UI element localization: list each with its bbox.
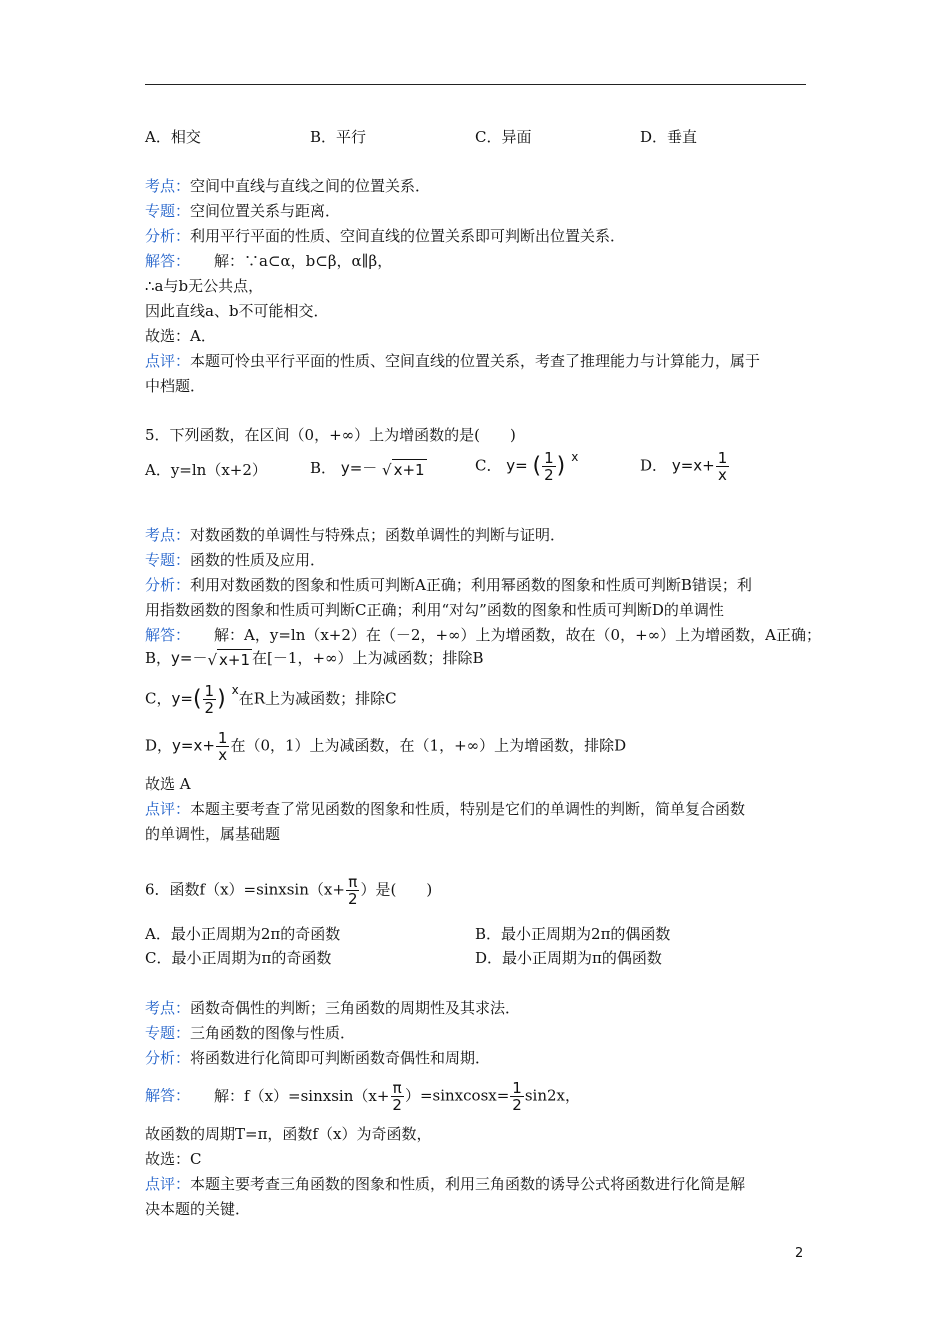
- numerator: 1: [717, 449, 728, 467]
- case-text: 在[－1，+∞）上为减函数；排除B: [252, 649, 484, 667]
- q5-fenxi: [145, 575, 752, 595]
- case-text: 在R上为减函数；排除C: [238, 689, 397, 708]
- kaodian-label: 考点：: [145, 526, 191, 544]
- option-label: D．: [640, 456, 668, 475]
- q4-line3: 因此直线a、b不可能相交．: [145, 302, 329, 320]
- close-paren: ): [556, 453, 566, 479]
- kaodian-text: 对数函数的单调性与特殊点；函数单调性的判断与证明．: [190, 526, 566, 544]
- page-number: 2: [795, 1246, 804, 1261]
- q6-option-d: D．最小正周期为π的偶函数: [475, 949, 662, 967]
- numerator: π: [392, 1079, 402, 1097]
- q6-dianping-cont: 决本题的关键．: [145, 1200, 251, 1218]
- fraction: [542, 450, 556, 483]
- q4-line2: ∴a与b无公共点，: [145, 277, 264, 295]
- q5-fenxi-cont: 用指数函数的图象和性质可判断C正确；利用“对勾”函数的图象和性质可判断D的单调性: [145, 601, 724, 619]
- q6-line2: 故函数的周期T=π，函数f（x）为奇函数，: [145, 1125, 432, 1143]
- denominator: 2: [544, 466, 554, 484]
- fenxi-text: 将函数进行化简即可判断函数奇偶性和周期．: [190, 1049, 491, 1067]
- q4-fenxi: [145, 226, 625, 246]
- exponent: x: [231, 682, 239, 697]
- numerator: 1: [204, 682, 215, 700]
- stem-post: ）是( ): [360, 880, 433, 899]
- radical-sign: √: [207, 650, 218, 669]
- jieda-label: 解答：: [145, 1086, 191, 1105]
- fraction-one-half: [510, 1080, 524, 1113]
- fenxi-text: 利用对数函数的图象和性质可判断A正确；利用幂函数的图象和性质可判断B错误；利: [190, 576, 752, 594]
- q4-dianping-cont: 中档题．: [145, 377, 206, 395]
- q5-option-c: [475, 450, 578, 483]
- exponent: x: [571, 449, 579, 464]
- fraction: [216, 730, 230, 763]
- jieda-label: 解答：: [145, 252, 191, 270]
- formula-lhs: y=: [506, 456, 528, 475]
- formula-lhs: y=: [171, 689, 193, 708]
- q4-option-a: A．相交: [145, 128, 201, 146]
- fenxi-label: 分析：: [145, 227, 191, 245]
- zhuanti-label: 专题：: [145, 202, 191, 220]
- q5-line-c: [145, 683, 397, 716]
- sqrt-expression: [382, 459, 427, 480]
- option-label: C．: [475, 456, 502, 475]
- q4-jieda: [145, 251, 392, 271]
- q5-line-d: [145, 730, 626, 763]
- dianping-label: 点评：: [145, 1175, 191, 1193]
- jieda-mid: ）=sinxcosx=: [404, 1086, 510, 1105]
- q6-dianping: [145, 1174, 745, 1194]
- formula-lhs: y=x+: [172, 736, 215, 755]
- q4-option-c: C．异面: [475, 128, 532, 146]
- q5-dianping-cont: 的单调性，属基础题: [145, 825, 281, 843]
- numerator: 1: [512, 1079, 522, 1097]
- q4-option-b: B．平行: [310, 128, 367, 146]
- q4-zhuanti: [145, 201, 340, 221]
- fenxi-label: 分析：: [145, 576, 191, 594]
- q5-kaodian: [145, 525, 565, 545]
- fenxi-text: 利用平行平面的性质、空间直线的位置关系即可判断出位置关系．: [190, 227, 626, 245]
- q4-option-d: D．垂直: [640, 128, 698, 146]
- q6-option-c: C．最小正周期为π的奇函数: [145, 949, 332, 967]
- q5-option-b: [310, 458, 427, 480]
- formula-lhs: y=－: [171, 649, 208, 667]
- kaodian-text: 函数奇偶性的判断；三角函数的周期性及其求法．: [190, 999, 521, 1017]
- radicand: x+1: [219, 650, 251, 669]
- fraction-pi-over-2: [390, 1080, 404, 1113]
- q5-dianping: [145, 799, 745, 819]
- open-paren: (: [532, 453, 542, 479]
- dianping-text: 本题可怜虫平行平面的性质、空间直线的位置关系，考查了推理能力与计算能力，属于: [190, 352, 761, 370]
- q4-dianping: [145, 351, 760, 371]
- option-label: B．: [310, 459, 337, 477]
- q5-option-d: [640, 450, 730, 483]
- open-paren: (: [192, 686, 202, 712]
- formula-lhs: y=－: [340, 459, 378, 477]
- q5-option-a: A．y=ln（x+2）: [145, 461, 267, 479]
- sqrt-expression: [207, 649, 252, 670]
- zhuanti-text: 三角函数的图像与性质．: [190, 1024, 356, 1042]
- formula-lhs: y=x+: [671, 456, 715, 475]
- radicand: x+1: [393, 460, 425, 479]
- numerator: 1: [544, 449, 554, 467]
- q5-line-b: [145, 648, 484, 670]
- stem-pre: 6．函数f（x）=sinxsin（x+: [145, 880, 345, 899]
- fraction: [716, 450, 730, 483]
- dianping-text: 本题主要考查了常见函数的图象和性质，特别是它们的单调性的判断，简单复合函数: [190, 800, 746, 818]
- q6-jieda: [145, 1080, 580, 1113]
- q4-line4: 故选：A．: [145, 327, 216, 345]
- q6-option-a: A．最小正周期为2π的奇函数: [145, 925, 341, 943]
- kaodian-label: 考点：: [145, 999, 191, 1017]
- jieda-post: sin2x，: [524, 1086, 581, 1105]
- case-text: 在（0，1）上为减函数，在（1，+∞）上为增函数，排除D: [230, 736, 627, 755]
- zhuanti-label: 专题：: [145, 1024, 191, 1042]
- q5-jieda: [145, 625, 821, 645]
- header-rule: [145, 84, 806, 85]
- denominator: x: [218, 746, 228, 764]
- case-label: C，: [145, 689, 172, 708]
- q6-stem: [145, 874, 432, 907]
- jieda-label: 解答：: [145, 626, 191, 644]
- fraction: [346, 874, 360, 907]
- jieda-text: 解：A，y=ln（x+2）在（－2，+∞）上为增函数，故在（0，+∞）上为增函数，A正确；: [214, 626, 821, 644]
- q6-zhuanti: [145, 1023, 355, 1043]
- numerator: 1: [217, 729, 228, 747]
- jieda-pre: 解：f（x）=sinxsin（x+: [214, 1086, 390, 1105]
- fraction: [203, 683, 217, 716]
- q4-kaodian: [145, 176, 430, 196]
- numerator: π: [348, 873, 358, 891]
- q6-kaodian: [145, 998, 520, 1018]
- kaodian-text: 空间中直线与直线之间的位置关系．: [190, 177, 431, 195]
- q6-fenxi: [145, 1048, 490, 1068]
- denominator: x: [718, 466, 727, 484]
- dianping-label: 点评：: [145, 352, 191, 370]
- q6-option-b: B．最小正周期为2π的偶函数: [475, 925, 671, 943]
- case-label: B，: [145, 649, 172, 667]
- zhuanti-text: 函数的性质及应用．: [190, 551, 326, 569]
- zhuanti-text: 空间位置关系与距离．: [190, 202, 341, 220]
- fenxi-label: 分析：: [145, 1049, 191, 1067]
- denominator: 2: [347, 890, 358, 908]
- radical-sign: √: [382, 460, 392, 479]
- q5-stem: 5．下列函数，在区间（0，+∞）上为增函数的是( ): [145, 426, 516, 444]
- dianping-text: 本题主要考查三角函数的图象和性质，利用三角函数的诱导公式将函数进行化简是解: [190, 1175, 746, 1193]
- case-label: D，: [145, 736, 173, 755]
- zhuanti-label: 专题：: [145, 551, 191, 569]
- close-paren: ): [217, 686, 226, 712]
- denominator: 2: [512, 1096, 522, 1114]
- denominator: 2: [204, 699, 215, 717]
- q5-zhuanti: [145, 550, 325, 570]
- jieda-text: 解：∵a⊂α，b⊂β，α∥β，: [214, 252, 393, 270]
- kaodian-label: 考点：: [145, 177, 191, 195]
- q5-guxuan: 故选 A: [145, 775, 191, 793]
- denominator: 2: [392, 1096, 402, 1114]
- q6-line3: 故选：C: [145, 1150, 202, 1168]
- dianping-label: 点评：: [145, 800, 191, 818]
